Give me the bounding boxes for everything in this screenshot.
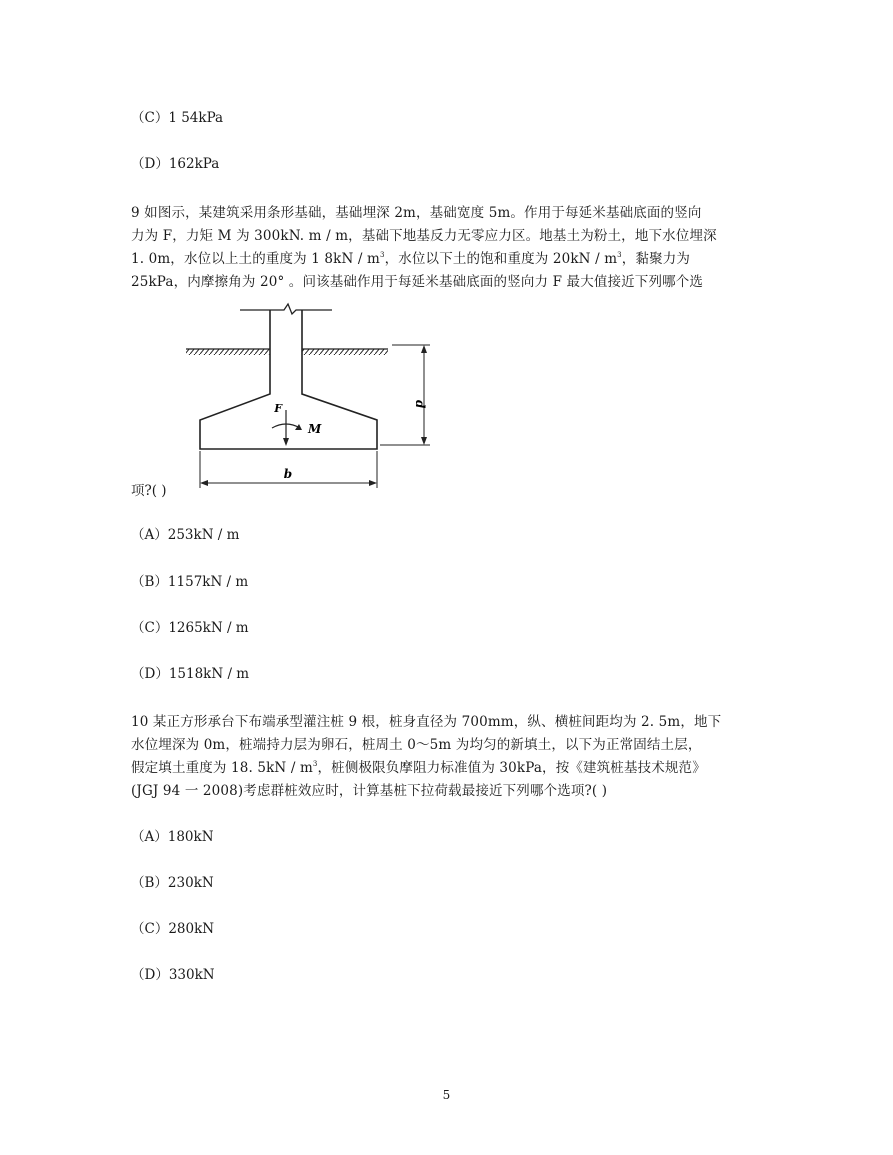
depth-label: d xyxy=(413,400,427,409)
q9-text-line-4: 25kPa，内摩擦角为 20° 。问该基础作用于每延米基础底面的竖向力 F 最大值接近下列哪个选 xyxy=(131,274,704,290)
q9-text-line-5: 项?( ) xyxy=(131,483,167,499)
moment-label: M xyxy=(308,422,322,436)
footing-outline xyxy=(200,310,377,449)
q9-text-line-3: 1. 0m，水位以上土的重度为 1 $8kN / m^3$，水位以下土的饱和重度为 $20kN / m^3$，黏聚力为 xyxy=(131,251,691,267)
force-label: F xyxy=(274,402,282,415)
q10-option-a: （A）180kN xyxy=(131,829,214,845)
q10-text-line-3: 假定填土重度为 18. $5kN / m^3$，桩侧极限负摩阻力标准值为 30kPa，按《建筑桩基技术规范》 xyxy=(131,760,706,776)
q10-text-line-2: 水位埋深为 0m，桩端持力层为卵石，桩周土 0～5m 为均匀的新填土，以下为正常固结土层， xyxy=(131,737,702,753)
q8-option-d: （D）162kPa xyxy=(131,156,220,172)
q9-option-d: （D）1518kN / m xyxy=(131,666,250,682)
q9-text-line-2: 力为 F，力矩 M 为 300kN. m / m，基础下地基反力无零应力区。地基土为粉土，地下水位埋深 xyxy=(131,228,717,244)
page-number: 5 xyxy=(442,1088,451,1102)
q10-option-b: （B）230kN xyxy=(131,875,214,891)
q9-option-b: （B）1157kN / m xyxy=(131,574,249,590)
q10-option-c: （C）280kN xyxy=(131,921,215,937)
ground-hatch-left xyxy=(186,349,270,355)
q9-option-c: （C）1265kN / m xyxy=(131,620,249,636)
q10-option-d: （D）330kN xyxy=(131,967,215,983)
foundation-diagram xyxy=(180,300,440,492)
q9-option-a: （A）253kN / m xyxy=(131,527,240,543)
break-line xyxy=(240,304,332,314)
ground-hatch-right xyxy=(302,349,388,355)
q10-text-line-1: 10 某正方形承台下布端承型灌注桩 9 根，桩身直径为 700mm，纵、横桩间距均为 2. 5m，地下 xyxy=(131,714,722,730)
q9-text-line-1: 9 如图示，某建筑采用条形基础，基础埋深 2m，基础宽度 5m。作用于每延米基础底面的竖向 xyxy=(131,205,702,221)
width-label: b xyxy=(283,467,293,481)
q10-text-line-4: (JGJ 94 一 2008)考虑群桩效应时，计算基桩下拉荷载最接近下列哪个选项?( ) xyxy=(131,783,608,799)
q8-option-c: （C）1 54kPa xyxy=(131,110,224,126)
